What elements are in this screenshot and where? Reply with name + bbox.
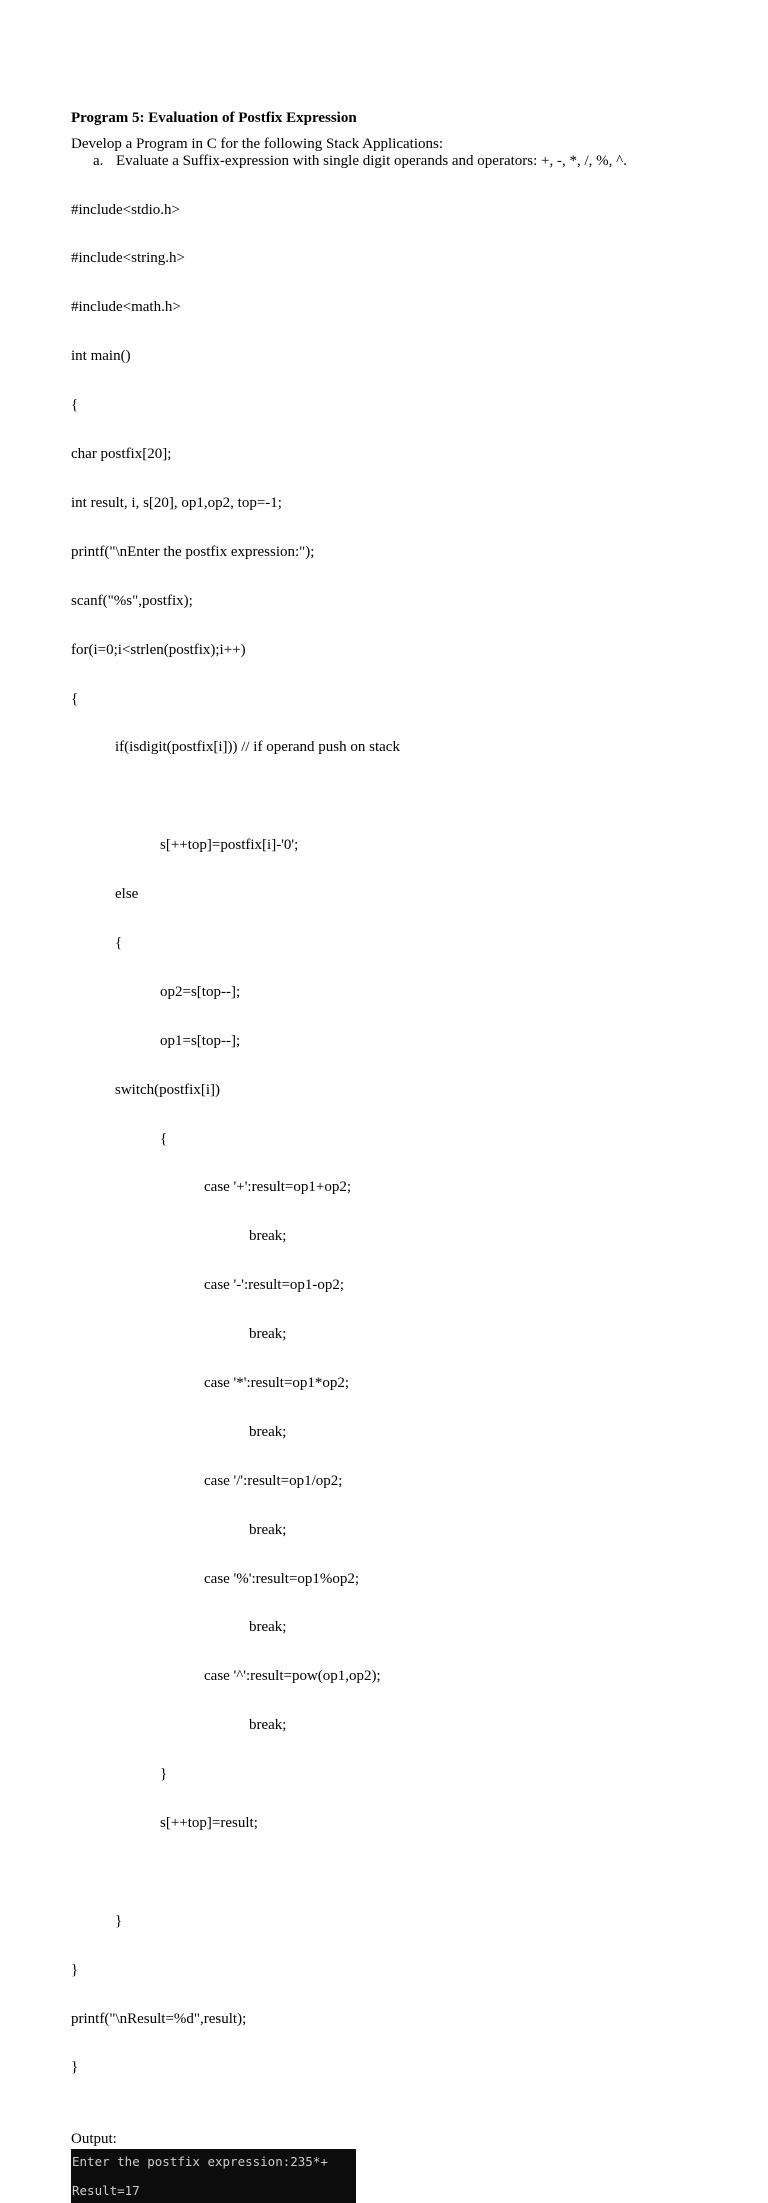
- code-line: if(isdigit(postfix[i])) // if operand push on stack: [115, 739, 400, 756]
- code-line: #include<math.h>: [71, 299, 181, 316]
- code-line: break;: [249, 1228, 287, 1245]
- code-line: #include<string.h>: [71, 250, 185, 267]
- code-line: s[++top]=result;: [160, 1814, 258, 1831]
- document-page: [71, 108, 711, 2203]
- terminal-line: Enter the postfix expression:235*+: [72, 2154, 328, 2170]
- code-line: int result, i, s[20], op1,op2, top=-1;: [71, 494, 282, 511]
- code-line: case '*':result=op1*op2;: [204, 1374, 350, 1391]
- terminal-line-blank: [72, 2170, 356, 2185]
- code-line: }: [71, 2059, 79, 2076]
- code-line: break;: [249, 1423, 287, 1440]
- code-line-blank: [71, 1864, 711, 1880]
- output-label: Output:: [71, 2131, 117, 2148]
- code-line: #include<stdio.h>: [71, 201, 180, 218]
- code-line: {: [71, 690, 79, 707]
- code-line: }: [71, 1961, 79, 1978]
- task-text: Evaluate a Suffix-expression with single digit operands and operators: +, -, *, /, %, ^.: [116, 153, 627, 169]
- code-line-blank: [71, 788, 711, 804]
- code-listing: [71, 169, 711, 2108]
- code-line: {: [160, 1130, 168, 1147]
- code-line: op1=s[top--];: [160, 1032, 241, 1049]
- task-item: [71, 153, 711, 169]
- code-line: break;: [249, 1717, 287, 1734]
- code-line: case '^':result=pow(op1,op2);: [204, 1668, 381, 1685]
- code-line: {: [71, 397, 79, 414]
- code-line: for(i=0;i<strlen(postfix);i++): [71, 641, 246, 658]
- code-line: else: [115, 886, 139, 903]
- page-title: Program 5: Evaluation of Postfix Expression: [71, 110, 357, 126]
- code-line: case '+':result=op1+op2;: [204, 1179, 352, 1196]
- code-line: case '/':result=op1/op2;: [204, 1472, 343, 1489]
- code-line: printf("\nEnter the postfix expression:");: [71, 543, 315, 560]
- intro-text: Develop a Program in C for the following Stack Applications:: [71, 136, 444, 152]
- code-line: scanf("%s",postfix);: [71, 592, 193, 609]
- task-marker: a.: [93, 153, 104, 169]
- code-line: op2=s[top--];: [160, 983, 241, 1000]
- code-line: break;: [249, 1521, 287, 1538]
- code-line: printf("\nResult=%d",result);: [71, 2010, 247, 2027]
- code-line: case '%':result=op1%op2;: [204, 1570, 360, 1587]
- terminal-line: Result=17: [72, 2183, 140, 2199]
- code-line: int main(): [71, 348, 131, 365]
- code-line: char postfix[20];: [71, 446, 172, 463]
- terminal-output: [71, 2149, 356, 2203]
- code-line: {: [115, 934, 123, 951]
- code-line: switch(postfix[i]): [115, 1081, 220, 1098]
- code-line: break;: [249, 1326, 287, 1343]
- code-line: break;: [249, 1619, 287, 1636]
- code-line: s[++top]=postfix[i]-'0';: [160, 837, 299, 854]
- code-line: }: [115, 1912, 123, 1929]
- code-line: case '-':result=op1-op2;: [204, 1277, 345, 1294]
- code-line: }: [160, 1766, 168, 1783]
